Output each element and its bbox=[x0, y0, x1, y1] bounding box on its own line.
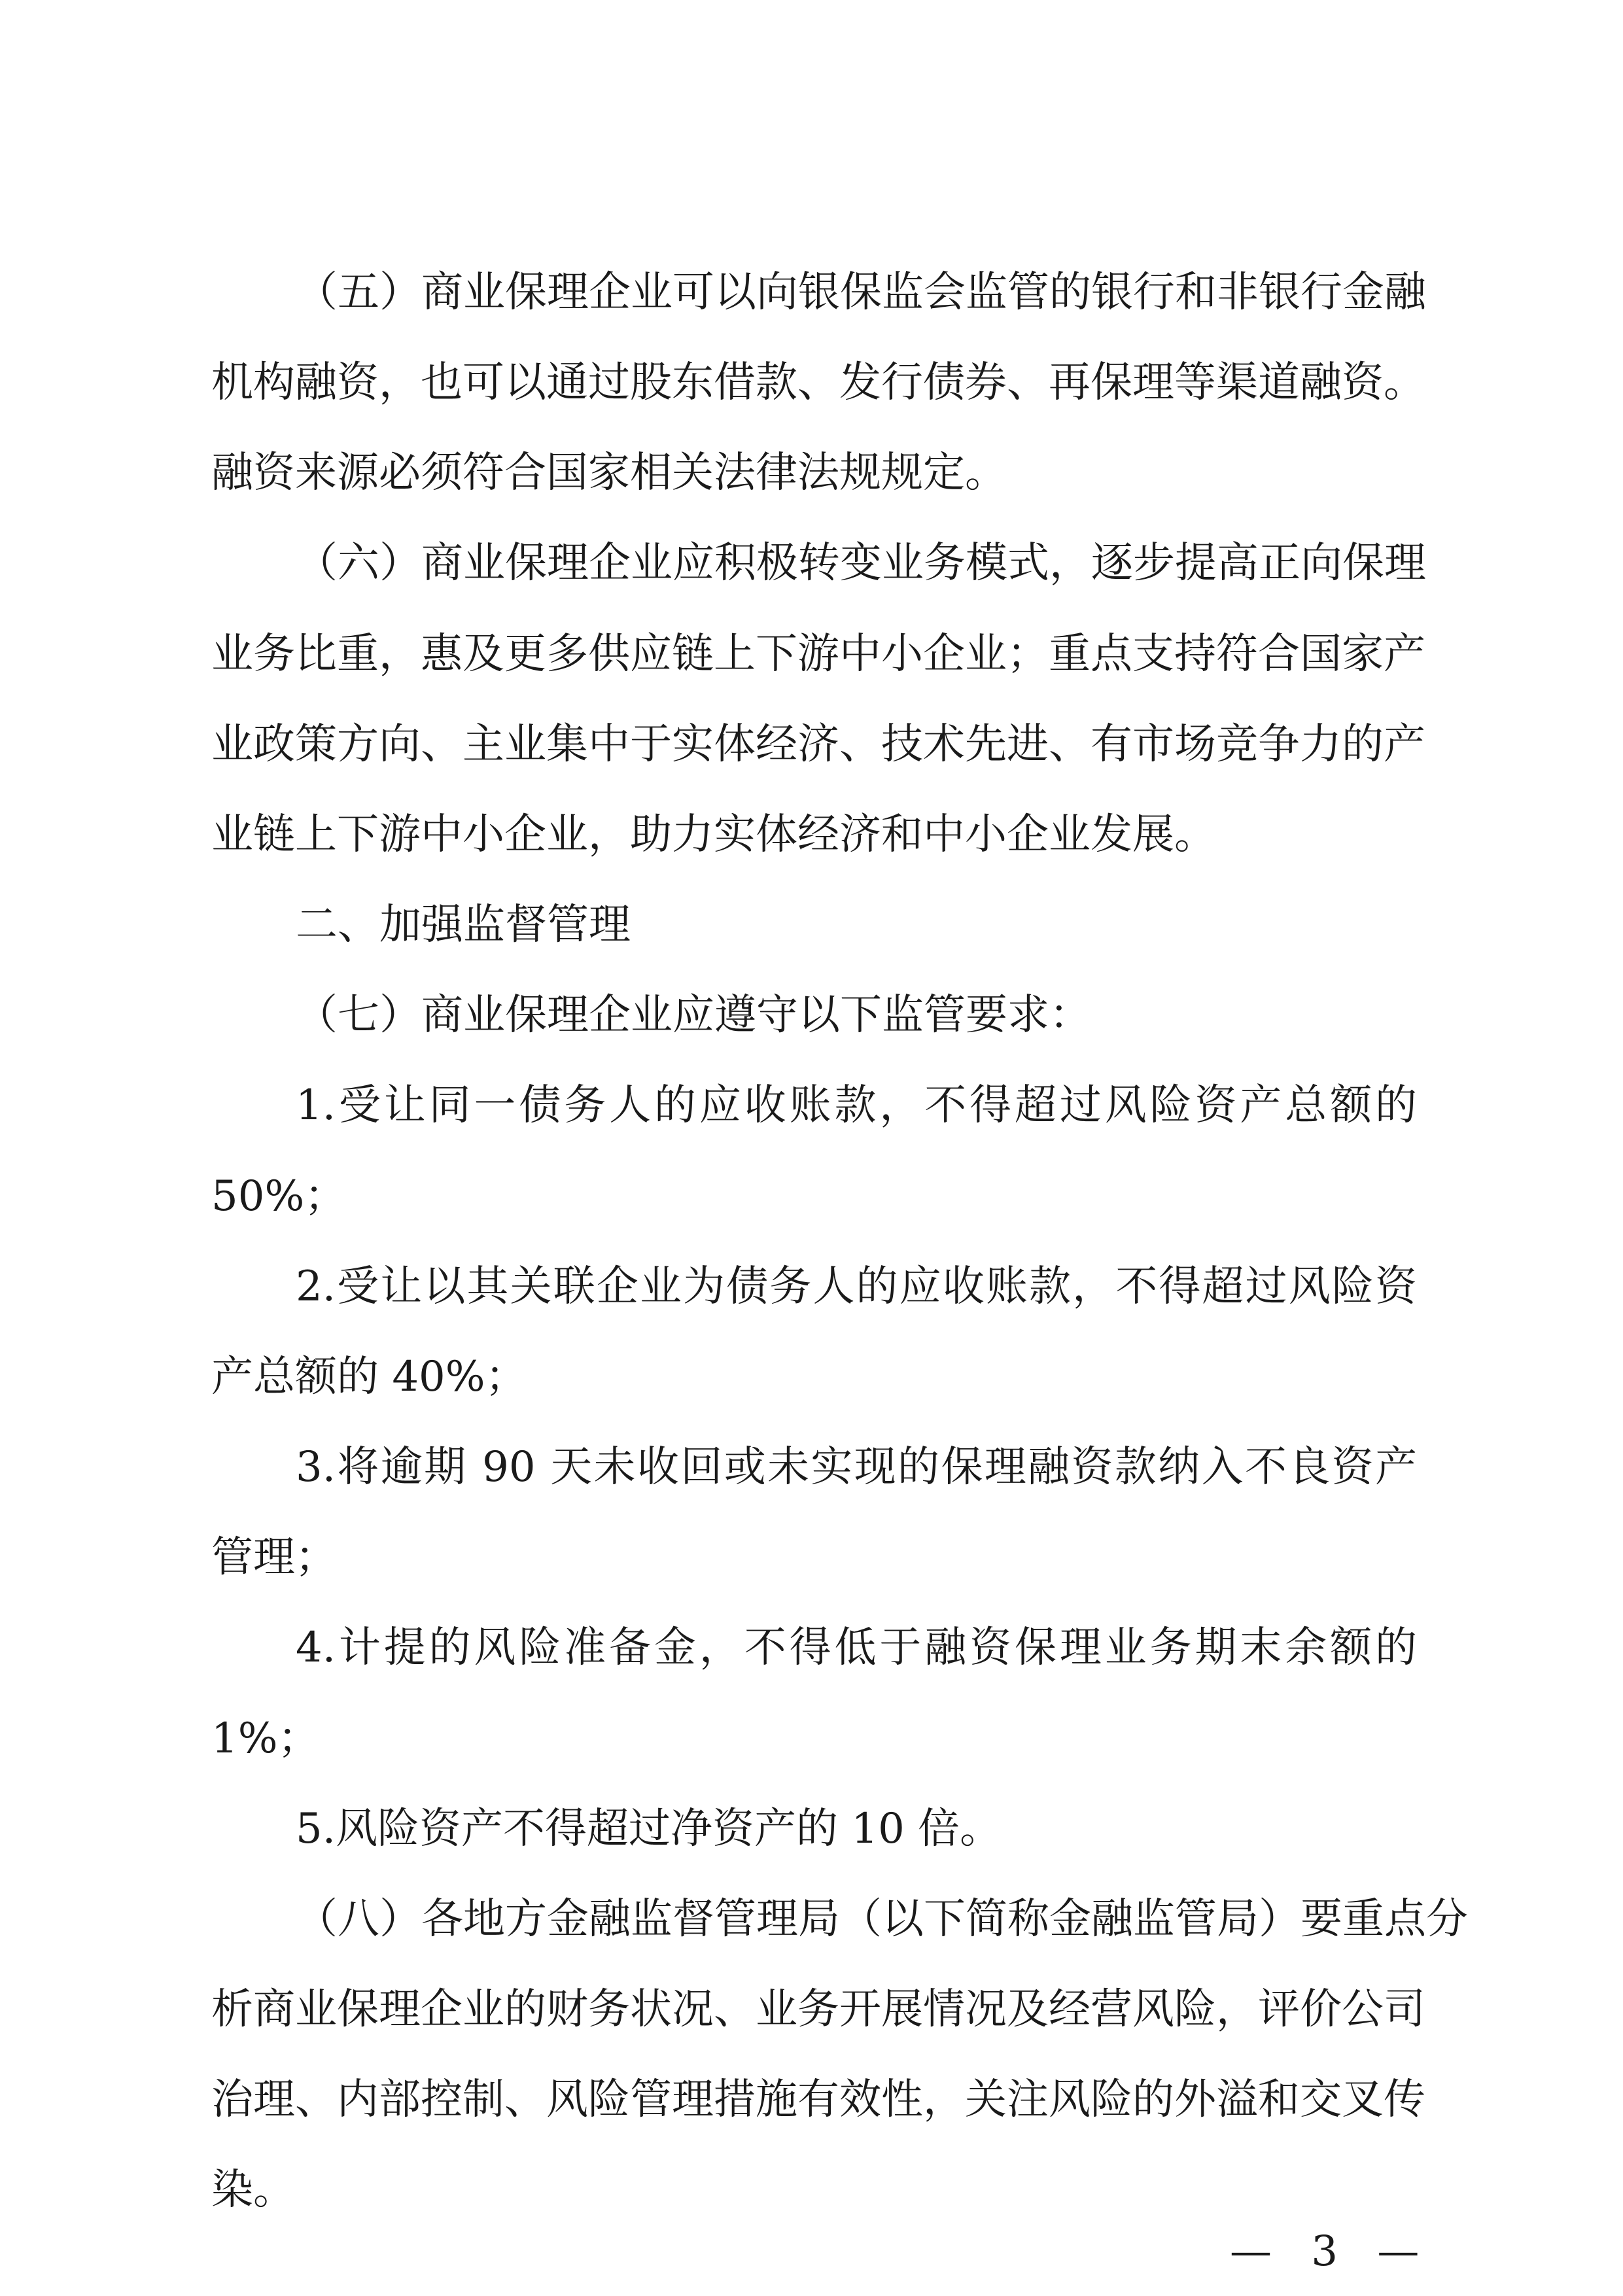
requirement-1-line-2: 50%； bbox=[211, 1172, 347, 1221]
page-number: — 3 — bbox=[1230, 2227, 1433, 2276]
paragraph-5-line-2: 机构融资，也可以通过股东借款、发行债券、再保理等渠道融资。 bbox=[211, 358, 1425, 407]
requirement-4-line-1: 4.计提的风险准备金，不得低于融资保理业务期末余额的 bbox=[296, 1624, 1417, 1672]
requirement-1-line-1: 1.受让同一债务人的应收账款，不得超过风险资产总额的 bbox=[296, 1081, 1417, 1130]
paragraph-6-line-1: （六）商业保理企业应积极转变业务模式，逐步提高正向保理 bbox=[296, 539, 1426, 587]
paragraph-6-line-4: 业链上下游中小企业，助力实体经济和中小企业发展。 bbox=[211, 810, 1216, 859]
requirement-2-line-2: 产总额的 40%； bbox=[211, 1353, 527, 1401]
paragraph-6-line-2: 业务比重，惠及更多供应链上下游中小企业；重点支持符合国家产 bbox=[211, 630, 1425, 678]
paragraph-5-line-3: 融资来源必须符合国家相关法律法规规定。 bbox=[211, 449, 1007, 497]
paragraph-6-line-3: 业政策方向、主业集中于实体经济、技术先进、有市场竞争力的产 bbox=[211, 720, 1425, 769]
section-heading-strengthen-supervision: 二、加强监督管理 bbox=[296, 901, 631, 949]
paragraph-8-line-2: 析商业保理企业的财务状况、业务开展情况及经营风险，评价公司 bbox=[211, 1985, 1425, 2034]
requirement-3-line-1: 3.将逾期 90 天未收回或未实现的保理融资款纳入不良资产 bbox=[296, 1443, 1417, 1491]
paragraph-8-line-3: 治理、内部控制、风险管理措施有效性，关注风险的外溢和交叉传 bbox=[211, 2076, 1425, 2124]
requirement-5: 5.风险资产不得超过净资产的 10 倍。 bbox=[296, 1805, 1002, 1853]
paragraph-7-intro: （七）商业保理企业应遵守以下监管要求： bbox=[296, 991, 1091, 1039]
requirement-2-line-1: 2.受让以其关联企业为债务人的应收账款，不得超过风险资 bbox=[296, 1262, 1417, 1311]
paragraph-8-line-1: （八）各地方金融监督管理局（以下简称金融监管局）要重点分 bbox=[296, 1895, 1468, 1943]
requirement-3-line-2: 管理； bbox=[211, 1533, 337, 1582]
paragraph-5-line-1: （五）商业保理企业可以向银保监会监管的银行和非银行金融 bbox=[296, 268, 1426, 317]
paragraph-8-line-4: 染。 bbox=[211, 2166, 295, 2214]
requirement-4-line-2: 1%； bbox=[211, 1714, 320, 1763]
